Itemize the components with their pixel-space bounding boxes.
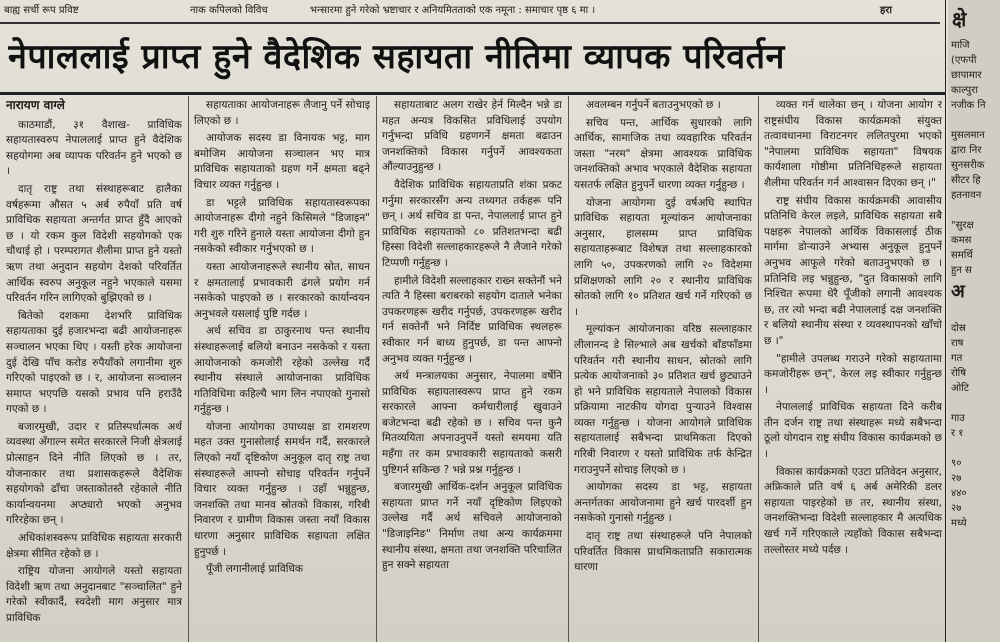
side-line: २७: [951, 503, 962, 514]
paragraph: राष्ट्रिय योजना आयोगले यस्तो सहायता विदेशी ऋण तथा अनुदानबाट "सञ्चालित" हुने गरेको स्वीकार्दै, स्वदेशी माग अनुसार मात्र प्राविधिक: [6, 565, 182, 624]
side-line: [948, 306, 1000, 321]
side-line: [948, 113, 1000, 128]
paragraph: आयोगका सदस्य डा भट्ट, सहायता अन्तर्गतका आयोजनामा हुने खर्च पारदर्शी हुन नसकेको गुनासो गर्नुहुन्छ ।: [574, 481, 752, 525]
paragraph: दातृ राष्ट्र तथा संस्थाहरूबाट हालैका वर्षहरूमा औसत ५ अर्ब रुपैयाँ प्रति वर्ष प्राविधिक सहायता अन्तर्गत प्राप्त हुँदै आएको छ । यो रकम कुल विदेशी सहयोगको एक चौथाई हो । परम्परागत शैलीमा प्राप्त हुने यस्तो ऋण तथा अनुदान सहयोग देशको परिवर्तित आर्थिक स्वरुप अनुकूल नहुने भएकाले यसमा परिवर्तन गरिन लागिएको बुझिएको छ ।: [6, 182, 182, 305]
paragraph: विकास कार्यक्रमको एउटा प्रतिवेदन अनुसार, अफ्रिकाले प्रति वर्ष ६ अर्ब अमेरिकी डलर सहायता पाइरहेको छ तर, स्थानीय संस्था, जनशक्तिभन्दा विदेशी सल्लाहकार मै अत्यधिक खर्च गर्ने गरिएकाले त्यहाँको विकास सबैभन्दा तल्लोस्तर मध्ये पर्दछ ।: [764, 465, 942, 556]
paragraph: पूँजी लगानीलाई प्राविधिक: [206, 563, 303, 576]
side-line: (एफपी: [951, 55, 977, 66]
paragraph: यस्ता आयोजनाहरूले स्थानीय स्रोत, साधन र क्षमतालाई प्रभावकारी ढंगले प्रयोग गर्न नसकेको पाइएको छ । सरकारको कार्यान्वयन अनुभवले यसलाई पुष्टि गर्दछ ।: [194, 260, 370, 320]
paragraph: सहायताका आयोजनाहरू लैजानु पर्ने सोचाइ लिएको छ ।: [194, 99, 370, 127]
top-strip-left: बाह्य सर्ची रूप प्रविष्ट: [4, 5, 79, 16]
adjacent-article-column: [948, 0, 1000, 642]
side-line: २७: [951, 473, 962, 484]
paragraph: बजारमुखी आर्थिक-दर्शन अनुकूल प्राविधिक सहायता प्राप्त गर्ने नयाँ दृष्टिकोण लिइएको उल्लेख गर्दै अर्थ सचिवले आयोजनाको "डिजाइनिङ" निर्माण तथा अन्य कार्यक्रममा स्थानीय संस्था, क्षमता तथा जनशक्ति परिचालित हुन सक्ने सहायता: [382, 481, 562, 572]
article-column-1: [6, 98, 182, 638]
side-line: [948, 203, 1000, 218]
paragraph: सहायताबाट अलग राखेर हेर्न मिल्दैन भन्ने डा महत अन्यत्र विकसित प्रविधिलाई उपयोग गर्नुभन्दा प्रविधि ग्रहणगर्ने क्षमता बढाउन जनशक्तिको विकास गर्नुपर्ने आवश्यकता औंल्याउनुहुन्छ ।: [382, 99, 562, 174]
side-line: "सुरक्ष: [951, 220, 974, 231]
article-column-3: [382, 98, 562, 638]
side-line: [948, 441, 1000, 456]
side-line: [948, 396, 1000, 411]
side-line: र १: [951, 428, 964, 439]
column-divider: [568, 96, 569, 642]
side-line: मुसलमान: [951, 130, 985, 141]
paragraph: काठमाडौं, ३१ वैशाख- प्राविधिक सहायतास्वरुप नेपाललाई प्राप्त हुने वैदेशिक सहयोगमा अब व्यापक परिवर्तन हुने भएको छ ।: [6, 118, 182, 178]
top-strip: [0, 0, 940, 24]
side-line: गत: [951, 353, 963, 364]
article-column-2: [194, 98, 370, 638]
top-strip-tag: हरा: [880, 5, 892, 16]
side-line: ओटि: [951, 383, 969, 394]
paragraph: आयोजक सदस्य डा विनायक भट्ट, माग बमोजिम आयोजना सञ्चालन भए मात्र प्राविधिक सहायताको ग्रहण गर्ने क्षमता बढ्ने विचार व्यक्त गर्नुहुन्छ ।: [194, 132, 370, 191]
side-line: माजि: [951, 40, 970, 51]
side-line: ४४०: [951, 488, 967, 499]
side-line: ९०: [951, 458, 962, 469]
paragraph: अधिकांशस्वरूप प्राविधिक सहायता सरकारी क्षेत्रमा सीमित रहेको छ ।: [6, 532, 182, 560]
adjacent-headline-fragment: क्षे: [952, 7, 967, 31]
column-divider: [376, 96, 377, 642]
paragraph: वैदेशिक प्राविधिक सहायताप्रति शंका प्रकट गर्नुमा सरकारसँग अन्य तथ्यगत तर्कहरू पनि छन् । अर्थ सचिव डा पन्त, नेपाललाई प्राप्त हुने प्राविधिक सहायताको ८० प्रतिशतभन्दा बढी हिस्सा विदेशी सल्लाहकारहरूले नै लैजाने गरेको टिप्पणी गर्नुहुन्छ ।: [382, 178, 562, 269]
paragraph: बजारमुखी, उदार र प्रतिस्पर्धात्मक अर्थ व्यवस्था अँगाल्न समेत सरकारले निजी क्षेत्रलाई प्रोत्साहन दिने नीति लिएको छ । तर, योजनाकार तथा प्रशासकहरूले वैदेशिक सहयोगको ढाँचा जस्ताकोतस्तै रहेकाले नीति कार्यान्वयनमा अप्ठ्यारो भएको अनुभव गरिरहेका छन् ।: [6, 420, 182, 527]
top-strip-mid: नाक कपिलको विविध: [190, 5, 268, 16]
column-divider: [758, 96, 759, 642]
side-line: दोस्र: [951, 323, 966, 334]
paragraph: मूल्यांकन आयोजनाका वरिष्ठ सल्लाहकार लीलानन्द डे सिल्भाले अब खर्चको बाँडफाँडमा परिवर्तन गरी स्थानीय साधन, स्रोतको लागि प्रत्येक आयोजनाको ३० प्रतिशत खर्च छुट्याउने हो भने प्राविधिक सहायताले नेपालको विकास प्रक्रियामा नाटकीय योगदा पुऱ्याउने विश्वास व्यक्त गर्नुहुन्छ । योजना आयोगले प्राविधिक सहायतालाई सबैभन्दा प्राथमिकता दिएको गरिबी निवारण र यस्तो प्राविधिक तर्फ केन्द्रित गराउनुपर्ने सोचाइ लिएको छ ।: [574, 323, 752, 476]
paragraph: अर्थ सचिव डा ठाकुरनाथ पन्त स्थानीय संस्थाहरूलाई बलियो बनाउन नसकेको र यस्ता आयोजनाको कमजोरी रहेको उल्लेख गर्दै स्थानीय संस्थाले आयोजनाका प्राविधिक गतिविधिमा कहिल्यै भाग लिन नपाएको गुनासो गर्नुहुन्छ ।: [194, 325, 370, 416]
paragraph: व्यक्त गर्न थालेका छन् । योजना आयोग र राष्ट्रसंघीय विकास कार्यक्रमको संयुक्त तत्वावधानमा विराटनगर ललितपुरमा भएको "नेपालमा प्राविधिक सहायता" विषयक कार्यशाला गोष्ठीमा प्रतिनिधिहरूले सहायता शैलीमा परिवर्तन गर्न आश्वासन दिएका छन् ।": [764, 99, 942, 189]
top-strip-teaser: भन्सारमा हुने गरेको भ्रष्टाचार र अनियमितताको एक नमूना : समाचार पृष्ठ ६ मा ।: [310, 5, 596, 16]
side-line: काल्पुरा: [951, 85, 978, 96]
paragraph: अर्थ मन्त्रालयका अनुसार, नेपालमा वर्षेनि प्राविधिक सहायतास्वरूप प्राप्त हुने रकम सरकारले आफ्ना कर्मचारीलाई खुवाउने बजेटभन्दा बढी रहेको छ । सचिव पन्त कुनै मितव्ययिता अपनाउनुपर्ने यस्तो समयमा यति महँगा तर कम प्रभावकारी सहायताको कसरी पुष्टिगर्न सकिन्छ ? भन्ने प्रश्न गर्नुहुन्छ ।: [382, 370, 562, 476]
paragraph: नेपाललाई प्राविधिक सहायता दिने करीब तीन दर्जन राष्ट्र तथा संस्थाहरू मध्ये सबैभन्दा ठूलो योगदान राष्ट्र संघीय विकास कार्यक्रमको छ ।: [764, 401, 942, 461]
side-line: छापामार: [951, 70, 982, 81]
side-line: नजीक नि: [951, 100, 986, 111]
article-column-5: [764, 98, 942, 638]
side-line: हुन स: [951, 265, 972, 276]
paragraph: दातृ राष्ट्र तथा संस्थाहरूले पनि नेपालको परिवर्तित विकास प्राथमिकताप्रति सकारात्मक धारणा: [574, 530, 752, 574]
paragraph: अवलम्बन गर्नुपर्ने बताउनुभएको छ ।: [586, 99, 721, 111]
side-column-divider: [945, 0, 946, 642]
side-line: समर्थि: [951, 250, 973, 261]
side-line: रोषि: [951, 368, 967, 379]
paragraph: "हामीले उपलब्ध गराउने गरेको सहायतामा कमजोरीहरू छन्", केरल लइ स्वीकार गर्नुहुन्छ ।: [764, 352, 942, 396]
paragraph: हामीले विदेशी सल्लाहकार राख्न सक्तेनौं भने त्यति नै हिस्सा बराबरको सहयोग दाताले भनेका उपकरणहरू खरीद गर्नुपर्छ, उपकरणहरू खरीद गर्न सक्तेनौं भने निर्दिष्ट प्राविधिक स्थलहरू स्वीकार गर्न बाध्य हुनुपर्छ, डा पन्त आफ्नो अनुभव व्यक्त गर्नुहुन्छ ।: [382, 274, 562, 365]
side-line: सीटर हि: [951, 175, 981, 186]
side-line: कमस: [951, 235, 972, 246]
adjacent-subhead-fragment: अ: [951, 281, 965, 302]
side-line: हतनावन: [951, 190, 982, 201]
column-divider: [188, 96, 189, 642]
side-line: सुनसरीक: [951, 160, 985, 171]
headline: नेपाललाई प्राप्त हुने वैदेशिक सहायता नीतिमा व्यापक परिवर्तन: [8, 37, 785, 77]
paragraph: योजना आयोगका उपाध्यक्ष डा रामशरण महत उक्त गुनासोलाई समर्थन गर्दै, सरकारले लिएको नयाँ दृष्टिकोण अनुकूल दातृ राष्ट्र तथा संस्थाहरूले आफ्नो सोचाइ परिवर्तन गर्नुपर्ने विचार व्यक्त गर्नुहुन्छ । उहाँ भन्नुहुन्छ, जनशक्ति तथा मानव स्रोतको विकास, गरिबी निवारण र ग्रामीण विकास जस्ता नयाँ विकास धारणा अनुसार प्राविधिक सहायता लक्षित हुनुपर्छ ।: [194, 420, 370, 558]
paragraph: राष्ट्र संघीय विकास कार्यक्रमकी आवासीय प्रतिनिधि केरल लइले, प्राविधिक सहायता सबै पक्षहरू नेपालको आर्थिक विकासलाई ठीक मार्गमा डोऱ्याउने अभ्यास अनुकूल हुनुपर्ने अनुभव आफूले गरेको बताउनुभएको छ । प्रतिनिधि लइ भन्नुहुन्छ, "दुत विकासको लागि निश्चित रूपमा धेरै पूँजीको लगानी आवश्यक छ, तर त्यो भन्दा बढी नेपाललाई दक्ष जनशक्ति र बलियो स्थानीय संस्था र व्यवस्थापनको खाँचो छ ।": [764, 194, 942, 347]
article-column-4: [574, 98, 752, 638]
side-line: राष: [951, 338, 964, 349]
side-line: मध्ये: [951, 518, 967, 529]
side-line: द्वारा निर: [951, 145, 982, 156]
paragraph: सचिव पन्त, आर्थिक सुधारको लागि आर्थिक, सामाजिक तथा व्यवहारिक परिवर्तन जस्ता "नरम" क्षेत्रमा आवश्यक प्राविधिक जनशक्तिको अभाव भएकाले वैदेशिक सहायता यसतर्फ लक्षित हुनुपर्ने धारणा व्यक्त गर्नुहुन्छ ।: [574, 116, 752, 191]
paragraph: बितेको दशकमा देशभरि प्राविधिक सहायताका दुई हजारभन्दा बढी आयोजनाहरू सञ्चालन भएका थिए । यस्ती हरेक आयोजना दुई देखि पाँच करोड रुपैयाँको लगानीमा शुरु गरिएको पाइएको छ । र, आयोजना सञ्चालन समाप्त भएपछि यसको प्रभाव पनि हराउँदै गएको छ ।: [6, 309, 182, 416]
paragraph: डा भट्टले प्राविधिक सहायतास्वरूपका आयोजनाहरू दीगो नहुने किसिमले "डिजाइन" गरी शुरु गरिने हुनाले यस्ता आयोजना दीगो हुन नसकेको स्वीकार गर्नुभएको छ ।: [194, 196, 370, 256]
headline-rule: [0, 92, 945, 95]
paragraph: योजना आयोगमा दुई वर्षअघि स्थापित प्राविधिक सहायता मूल्यांकन आयोजनाका अनुसार, हालसम्म प्राप्त प्राविधिक सहायताहरूबाट विशेषज्ञ तथा सल्लाहकारको लागि ५०, उपकरणको लागि २० विदेशमा प्रशिक्षणको लागि २० र स्थानीय प्राविधिक स्रोतको लागि १० प्रतिशत खर्च गर्ने गरिएको छ ।: [574, 196, 752, 318]
side-line: गाउ: [951, 413, 965, 424]
byline: नारायण वाग्ले: [6, 98, 65, 112]
